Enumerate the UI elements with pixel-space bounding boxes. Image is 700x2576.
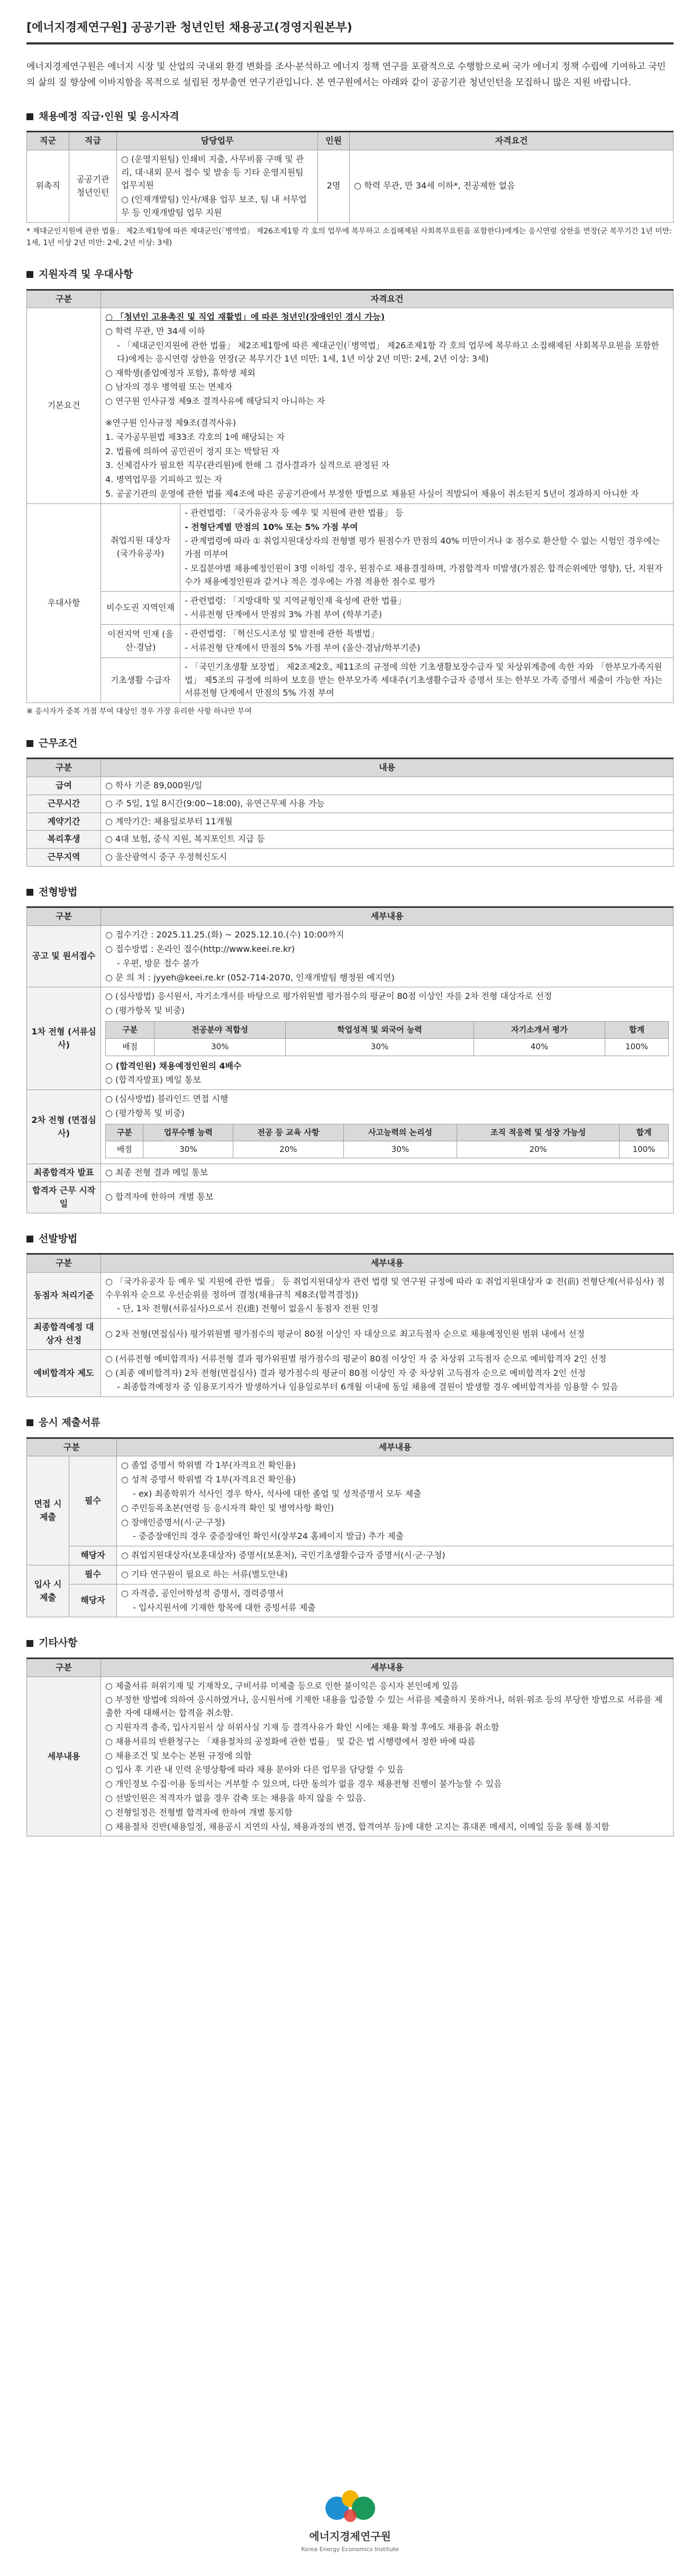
selection-detail: ○ 2차 전형(면접심사) 평가위원별 평가점수의 평균이 80점 이상인 자 대상으로 최고득점자 순으로 채용예정인원 범위 내에서 선정	[101, 1319, 674, 1350]
section-heading-documents: 응시 제출서류	[26, 1415, 674, 1430]
org-name: 에너지경제연구원	[309, 2530, 391, 2543]
round2-info: ○ (심사방법) 블라인드 면접 시행 ○ (평가항목 및 비중) 구분 업무수행 능력 전공 등 교육 사항 사고능력의 논리성 조직 적응력 및 성장 가능성 합계 배점 30% 20% 30% 20% 100%	[101, 1090, 674, 1164]
preferences-label: 우대사항	[27, 503, 101, 702]
misc-table: 구분 세부내용 세부내용 ○ 제출서류 허위기재 및 기재착오, 구비서류 미제출 등으로 인한 불이익은 응시자 본인에게 있음 ○ 부정한 방법에 의하여 응시하였거나, 응시원서에 기재한 내용을 입증할 수 있는 서류를 제출하지 못하거나, 허위·위조 등의 부당한 방법으로 서류를 제출한 자에 대해서는 합격을 취소함. ○ 지원자격 충족, 입사지원서 상 허위사실 기재 등 결격사유가 확인 시에는 채용 확정 후에도 채용을 취소함 ○ 채용서류의 반환청구는 「채용절차의 공정화에 관한 법률」 및 같은 법 시행령에서 정한 바에 따름 ○ 채용조건 및 보수는 본원 규정에 의함 ○ 입사 후 기관 내 인력 운영상황에 따라 채용 분야와 다른 업무를 담당할 수 있음 ○ 개인정보 수집·이용 동의서는 거부할 수 있으며, 다만 동의가 없을 경우 채용전형 진행이 불가능할 수 있음 ○ 선발인원은 적격자가 없을 경우 감축 또는 채용을 하지 않을 수 있음. ○ 전형일정은 전형별 합격자에 한하여 개별 통지함 ○ 채용절차 진반(채용일정, 채용공시 지연의 사실, 채용과정의 변경, 합격여부 등)에 대한 고지는 휴대폰 메세지, 이메일 등을 통해 통지함	[26, 1658, 674, 1837]
positions-table: 직군 직급 담당업무 인원 자격요건 위촉직 공공기관 청년인턴 ○ (운영지원팀) 인쇄비 지출, 사무비품 구매 및 관리, 대·내외 문서 접수 및 발송 등 기타 운영지원팀 업무지원 ○ (인재개발팀) 인사/채용 업무 보조, 팀 내 서무업무 등 인재개발팀 업무 지원 2명 ○ 학력 무관, 만 34세 이하*, 전공제한 없음	[26, 131, 674, 223]
age-extension-note: * 제대군인지원에 관한 법률」 제2조제1항에 따른 제대군인(「병역법」 제26조제1항 각 호의 업무에 복무하고 소집해제된 사회복무요원을 포함한다)에게는 응시연령 상한을 연장(군 복무기간 1년 미만: 1세, 1년 이상 2년 미만: 2세, 2년 이상: 3세)	[26, 227, 672, 247]
section-heading-positions: 채용예정 직급·인원 및 응시자격	[26, 109, 674, 124]
pref-name: 기초생활 수급자	[101, 657, 180, 702]
document-list: ○ 졸업 증명서 학위별 각 1부(자격요건 확인용) ○ 성적 증명서 학위별 각 1부(자격요건 확인용) - ex) 최종학위가 석사인 경우 학사, 석사에 대한 졸업 및 성적증명서 모두 제출 ○ 주민등록초본(연령 등 응시자격 확인 및 병역사항 확인) ○ 장애인증명서(시·군·구청) - 중증장애인의 경우 중증장애인 확인서(장부24 홈페이지 발급) 추가 제출	[117, 1456, 674, 1546]
process-table: 구분 세부내용 공고 및 원서접수 ○ 접수기간 : 2025.11.25.(화) ~ 2025.12.10.(수) 10:00까지 ○ 접수방법 : 온라인 접수(http://www.keei.re.kr) - 우편, 방문 접수 불가 ○ 문 의 처 : jyyeh@keei.re.kr (052-714-2070, 인재개발팀 행정원 예지연) 1차 전형 (서류심사) ○ (심사방법) 응시원서, 자기소개서를 바탕으로 평가위원별 평가점수의 평균이 80점 이상인 자를 2차 전형 대상자로 선정 ○ (평가항목 및 비중) 구분 전공분야 적합성 학업성적 및 외국어 능력 자기소개서 평가 합계 배점 30% 30% 40% 100% ○ (합격인원) 채용예정인원의 4배수 ○ (합격자발표) 메일 통보 2차 전형 (면접심사) ○ (심사방법) 블라인드 면접 시행 ○ (평가항목 및 비중) 구분 업무수행 능력 전공 등 교육 사항 사고능력의 논리성 조직 적응력 및 성장 가능성 합계 배점 30% 20% 30% 20% 100% 최종합격자 발표 ○ 최종 전형 결과 메일 통보 합격자 근무 시작일 ○ 합격자에 한하여 개별 통보	[26, 906, 674, 1213]
round1-scoring-table: 구분 전공분야 적합성 학업성적 및 외국어 능력 자기소개서 평가 합계 배점 30% 30% 40% 100%	[105, 1021, 669, 1056]
pref-detail: - 관련법령: 「혁신도시조성 및 발전에 관한 특별법」 - 서류전형 단계에서 만점의 5% 가점 부여 (울산·경남/학부기준)	[180, 625, 674, 658]
square-bullet-icon	[26, 271, 33, 278]
job-group: 위촉직	[27, 150, 69, 222]
condition-value: ○ 4대 보험, 중식 지원, 복지포인트 지급 등	[101, 831, 674, 849]
job-duties: ○ (운영지원팀) 인쇄비 지출, 사무비품 구매 및 관리, 대·내외 문서 접수 및 발송 등 기타 운영지원팀 업무지원 ○ (인재개발팀) 인사/채용 업무 보조, 팀 내 서무업무 등 인재개발팀 업무 지원	[117, 150, 318, 222]
keei-logo-icon	[321, 2488, 379, 2525]
square-bullet-icon	[26, 1640, 33, 1647]
square-bullet-icon	[26, 113, 33, 120]
square-bullet-icon	[26, 740, 33, 747]
misc-details: ○ 제출서류 허위기재 및 기재착오, 구비서류 미제출 등으로 인한 불이익은 응시자 본인에게 있음 ○ 부정한 방법에 의하여 응시하였거나, 응시원서에 기재한 내용을 입증할 수 있는 서류를 제출하지 못하거나, 허위·위조 등의 부당한 방법으로 서류를 제출한 자에 대해서는 합격을 취소함. ○ 지원자격 충족, 입사지원서 상 허위사실 기재 등 결격사유가 확인 시에는 채용 확정 후에도 채용을 취소함 ○ 채용서류의 반환청구는 「채용절차의 공정화에 관한 법률」 및 같은 법 시행령에서 정한 바에 따름 ○ 채용조건 및 보수는 본원 규정에 의함 ○ 입사 후 기관 내 인력 운영상황에 따라 채용 분야와 다른 업무를 담당할 수 있음 ○ 개인정보 수집·이용 동의서는 거부할 수 있으며, 다만 동의가 없을 경우 채용전형 진행이 불가능할 수 있음 ○ 선발인원은 적격자가 없을 경우 감축 또는 채용을 하지 않을 수 있음. ○ 전형일정은 전형별 합격자에 한하여 개별 통지함 ○ 채용절차 진반(채용일정, 채용공시 지연의 사실, 채용과정의 변경, 합격여부 등)에 대한 고지는 휴대폰 메세지, 이메일 등을 통해 통지함	[101, 1677, 674, 1836]
qualifications-table: 구분 자격요건 기본요건 ○ 「청년인 고용촉진 및 직업 재활법」에 따른 청년인(장애인인 경시 가능) ○ 학력 무관, 만 34세 이하 - 「제대군인지원에 관한 법률」 제2조제1항에 따른 제대군인(「병역법」 제26조제1항 각 호의 업무에 복무하고 소집해제된 사회복무요원을 포함한다)에게는 응시연령 상한을 연장(군 복무기간 1년 미만: 1세, 1년 이상 2년 미만: 2세, 2년 이상: 3세) ○ 재학생(졸업예정자 포함), 휴학생 제외 ○ 남자의 경우 병역필 또는 면제자 ○ 연구원 인사규정 제9조 결격사유에 해당되지 아니하는 자 ※연구원 인사규정 제9조(결격사유) 1. 국가공무원법 제33조 각호의 1에 해당되는 자 2. 법률에 의하여 공민권이 정지 또는 박탈된 자 3. 신체검사가 필요한 직무(관리원)에 한해 그 검사결과가 실격으로 판정된 자 4. 병역업무를 기피하고 있는 자 5. 공공기관의 운영에 관한 법률 제4조에 따른 공공기관에서 부정한 방법으로 채용된 사실이 적발되어 채용이 취소된지 5년이 경과하지 아니한 자 우대사항 취업지원 대상자 (국가유공자) - 관련법령: 「국가유공자 등 예우 및 지원에 관한 법률」 등 - 전형단계별 만점의 10% 또는 5% 가점 부여 - 관계법령에 따라 ① 취업지원대상자의 전형별 평가 원점수가 만점의 40% 미만이거나 ② 점수로 환산할 수 없는 시험인 경우에는 가점 미부여 - 모집분야별 채용예정인원이 3명 이하일 경우, 원점수로 채용결정하며, 가점합격자 미발생(가점은 합격순위에만 영향), 단, 지원자 수가 채용예정인원과 같거나 적은 경우에는 가점 적용한 점수로 평가 비수도권 지역인재 - 관련법령: 「지방대학 및 지역균형인재 육성에 관한 법률」 - 서류전형 단계에서 만점의 3% 가점 부여 (학부기준) 이전지역 인재 (울산·경남) - 관련법령: 「혁신도시조성 및 발전에 관한 특별법」 - 서류전형 단계에서 만점의 5% 가점 부여 (울산·경남/학부기준) 기초생활 수급자 - 「국민기초생활 보장법」 제2조제2호, 제11조의 규정에 의한 기초생활보장수급자 및 차상위계층에 속한 자와 「한부모가족지원법」 제5조의 규정에 의하여 보호를 받는 한부모가족 세대주(기초생활수급자 증명서 또는 한부모 가족 증명서 제출이 가능한 자)는 서류전형 단계에서 만점의 5% 가점 부여	[26, 289, 674, 704]
start-date-info: ○ 합격자에 한하여 개별 통보	[101, 1182, 674, 1213]
pref-name: 비수도권 지역인재	[101, 591, 180, 625]
documents-table: 구분 세부내용 면접 시 제출 필수 ○ 졸업 증명서 학위별 각 1부(자격요건 확인용) ○ 성적 증명서 학위별 각 1부(자격요건 확인용) - ex) 최종학위가 석사인 경우 학사, 석사에 대한 졸업 및 성적증명서 모두 제출 ○ 주민등록초본(연령 등 응시자격 확인 및 병역사항 확인) ○ 장애인증명서(시·군·구청) - 중증장애인의 경우 중증장애인 확인서(장부24 홈페이지 발급) 추가 제출 해당자 ○ 취업지원대상자(보훈대상자) 증명서(보훈처), 국민기초생활수급자 증명서(시·군·구청) 입사 시 제출 필수 ○ 기타 연구원이 필요로 하는 서류(별도안내) 해당자 ○ 자격증, 공인어학성적 증명서, 경력증명서 - 입사지원서에 기재한 항목에 대한 증빙서류 제출	[26, 1437, 674, 1618]
selection-detail: ○ 「국가유공자 등 예우 및 지원에 관한 법률」 등 취업지원대상자 관련 법령 및 연구원 규정에 따라 ① 취업지원대상자 ② 전(前) 전형단계(서류심사) 점수우위자 순으로 우선순위를 정하여 결정(채용규칙 제8조(합격결정)) - 단, 1차 전형(서류심사)으로서 진(進) 전형이 없을시 동점자 전원 인정	[101, 1272, 674, 1318]
condition-value: ○ 학사 기준 89,000원/일	[101, 777, 674, 795]
square-bullet-icon	[26, 889, 33, 896]
basic-requirements-label: 기본요건	[27, 308, 101, 503]
basic-requirements: ○ 「청년인 고용촉진 및 직업 재활법」에 따른 청년인(장애인인 경시 가능) ○ 학력 무관, 만 34세 이하 - 「제대군인지원에 관한 법률」 제2조제1항에 따른 제대군인(「병역법」 제26조제1항 각 호의 업무에 복무하고 소집해제된 사회복무요원을 포함한다)에게는 응시연령 상한을 연장(군 복무기간 1년 미만: 1세, 1년 이상 2년 미만: 2세, 2년 이상: 3세) ○ 재학생(졸업예정자 포함), 휴학생 제외 ○ 남자의 경우 병역필 또는 면제자 ○ 연구원 인사규정 제9조 결격사유에 해당되지 아니하는 자 ※연구원 인사규정 제9조(결격사유) 1. 국가공무원법 제33조 각호의 1에 해당되는 자 2. 법률에 의하여 공민권이 정지 또는 박탈된 자 3. 신체검사가 필요한 직무(관리원)에 한해 그 검사결과가 실격으로 판정된 자 4. 병역업무를 기피하고 있는 자 5. 공공기관의 운영에 관한 법률 제4조에 따른 공공기관에서 부정한 방법으로 채용된 사실이 적발되어 채용이 취소된지 5년이 경과하지 아니한 자	[101, 308, 674, 503]
duplicate-bonus-note: ※ 응시자가 중복 가점 부여 대상인 경우 가장 유리한 사항 하나만 부여	[26, 707, 252, 716]
final-announcement: ○ 최종 전형 결과 메일 통보	[101, 1164, 674, 1182]
org-logo	[0, 2488, 700, 2554]
document-list: ○ 기타 연구원이 필요로 하는 서류(별도안내)	[117, 1565, 674, 1584]
condition-value: ○ 주 5일, 1일 8시간(9:00~18:00), 유연근무제 사용 가능	[101, 795, 674, 813]
application-info: ○ 접수기간 : 2025.11.25.(화) ~ 2025.12.10.(수) 10:00까지 ○ 접수방법 : 온라인 접수(http://www.keei.re.kr) - 우편, 방문 접수 불가 ○ 문 의 처 : jyyeh@keei.re.kr (052-714-2070, 인재개발팀 행정원 예지연)	[101, 926, 674, 987]
condition-value: ○ 계약기간: 채용일로부터 11개월	[101, 813, 674, 831]
section-heading-qualifications: 지원자격 및 우대사항	[26, 267, 674, 282]
pref-detail: - 관련법령: 「국가유공자 등 예우 및 지원에 관한 법률」 등 - 전형단계별 만점의 10% 또는 5% 가점 부여 - 관계법령에 따라 ① 취업지원대상자의 전형별 평가 원점수가 만점의 40% 미만이거나 ② 점수로 환산할 수 없는 시험인 경우에는 가점 미부여 - 모집분야별 채용예정인원이 3명 이하일 경우, 원점수로 채용결정하며, 가점합격자 미발생(가점은 합격순위에만 영향), 단, 지원자 수가 채용예정인원과 같거나 적은 경우에는 가점 적용한 점수로 평가	[180, 503, 674, 591]
intro-paragraph: 에너지경제연구원은 에너지 시장 및 산업의 국내외 환경 변화를 조사·분석하고 에너지 정책 연구를 포괄적으로 수행함으로써 국가 에너지 정책 수립에 기여하고 국민의 삶의 질 향상에 이바지함을 목적으로 설립된 정부출연 연구기관입니다. 본 연구원에서는 아래와 같이 공공기관 청년인턴을 모집하니 많은 지원 바랍니다.	[26, 61, 666, 88]
round2-scoring-table: 구분 업무수행 능력 전공 등 교육 사항 사고능력의 논리성 조직 적응력 및 성장 가능성 합계 배점 30% 20% 30% 20% 100%	[105, 1124, 669, 1159]
document-list: ○ 취업지원대상자(보훈대상자) 증명서(보훈처), 국민기초생활수급자 증명서(시·군·구청)	[117, 1546, 674, 1565]
section-heading-conditions: 근무조건	[26, 736, 674, 751]
conditions-table: 구분 내용 급여 ○ 학사 기준 89,000원/일 근무시간 ○ 주 5일, 1일 8시간(9:00~18:00), 유연근무제 사용 가능 계약기간 ○ 계약기간: 채용일로부터 11개월 복리후생 ○ 4대 보험, 중식 지원, 복지포인트 지급 등 근무지역 ○ 울산광역시 중구 우정혁신도시	[26, 758, 674, 867]
section-heading-misc: 기타사항	[26, 1635, 674, 1651]
selection-detail: ○ (서류전형 예비합격자) 서류전형 결과 평가위원별 평가점수의 평균이 80점 이상인 자 중 차상위 고득점자 순으로 예비합격자 2인 선정 ○ (최종 예비합격자) 2차 전형(면접심사) 결과 평가점수의 평균이 80점 이상인 자 중 차상위 고득점자 순으로 예비합격자 2인 선정 - 최종합격예정자 중 임용포기자가 발생하거나 임용일로부터 6개월 이내에 동일 채용에 결원이 발생할 경우 예비합격자를 임용할 수 있음	[101, 1349, 674, 1397]
section-heading-process: 전형방법	[26, 885, 674, 900]
square-bullet-icon	[26, 1236, 33, 1242]
job-count: 2명	[318, 150, 350, 222]
square-bullet-icon	[26, 1419, 33, 1426]
condition-value: ○ 울산광역시 중구 우정혁신도시	[101, 849, 674, 867]
job-requirement: ○ 학력 무관, 만 34세 이하*, 전공제한 없음	[350, 150, 674, 222]
page-title: [에너지경제연구원] 공공기관 청년인턴 채용공고(경영지원본부)	[26, 16, 674, 44]
org-name-en: Korea Energy Economics Institute	[301, 2546, 399, 2553]
pref-detail: - 관련법령: 「지방대학 및 지역균형인재 육성에 관한 법률」 - 서류전형 단계에서 만점의 3% 가점 부여 (학부기준)	[180, 591, 674, 625]
document-list: ○ 자격증, 공인어학성적 증명서, 경력증명서 - 입사지원서에 기재한 항목에 대한 증빙서류 제출	[117, 1584, 674, 1617]
pref-name: 이전지역 인재 (울산·경남)	[101, 625, 180, 658]
round1-info: ○ (심사방법) 응시원서, 자기소개서를 바탕으로 평가위원별 평가점수의 평균이 80점 이상인 자를 2차 전형 대상자로 선정 ○ (평가항목 및 비중) 구분 전공분야 적합성 학업성적 및 외국어 능력 자기소개서 평가 합계 배점 30% 30% 40% 100% ○ (합격인원) 채용예정인원의 4배수 ○ (합격자발표) 메일 통보	[101, 987, 674, 1090]
selection-table: 구분 세부내용 동점자 처리기준 ○ 「국가유공자 등 예우 및 지원에 관한 법률」 등 취업지원대상자 관련 법령 및 연구원 규정에 따라 ① 취업지원대상자 ② 전(前) 전형단계(서류심사) 점수우위자 순으로 우선순위를 정하여 결정(채용규칙 제8조(합격결정)) - 단, 1차 전형(서류심사)으로서 진(進) 전형이 없을시 동점자 전원 인정 최종합격예정 대상자 선정 ○ 2차 전형(면접심사) 평가위원별 평가점수의 평균이 80점 이상인 자 대상으로 최고득점자 순으로 채용예정인원 범위 내에서 선정 예비합격자 제도 ○ (서류전형 예비합격자) 서류전형 결과 평가위원별 평가점수의 평균이 80점 이상인 자 중 차상위 고득점자 순으로 예비합격자 2인 선정 ○ (최종 예비합격자) 2차 전형(면접심사) 결과 평가점수의 평균이 80점 이상인 자 중 차상위 고득점자 순으로 예비합격자 2인 선정 - 최종합격예정자 중 임용포기자가 발생하거나 임용일로부터 6개월 이내에 동일 채용에 결원이 발생할 경우 예비합격자를 임용할 수 있음	[26, 1253, 674, 1397]
section-heading-selection: 선발방법	[26, 1231, 674, 1247]
pref-name: 취업지원 대상자 (국가유공자)	[101, 503, 180, 591]
job-rank: 공공기관 청년인턴	[69, 150, 117, 222]
pref-detail: - 「국민기초생활 보장법」 제2조제2호, 제11조의 규정에 의한 기초생활보장수급자 및 차상위계층에 속한 자와 「한부모가족지원법」 제5조의 규정에 의하여 보호를 받는 한부모가족 세대주(기초생활수급자 증명서 또는 한부모 가족 증명서 제출이 가능한 자)는 서류전형 단계에서 만점의 5% 가점 부여	[180, 657, 674, 702]
